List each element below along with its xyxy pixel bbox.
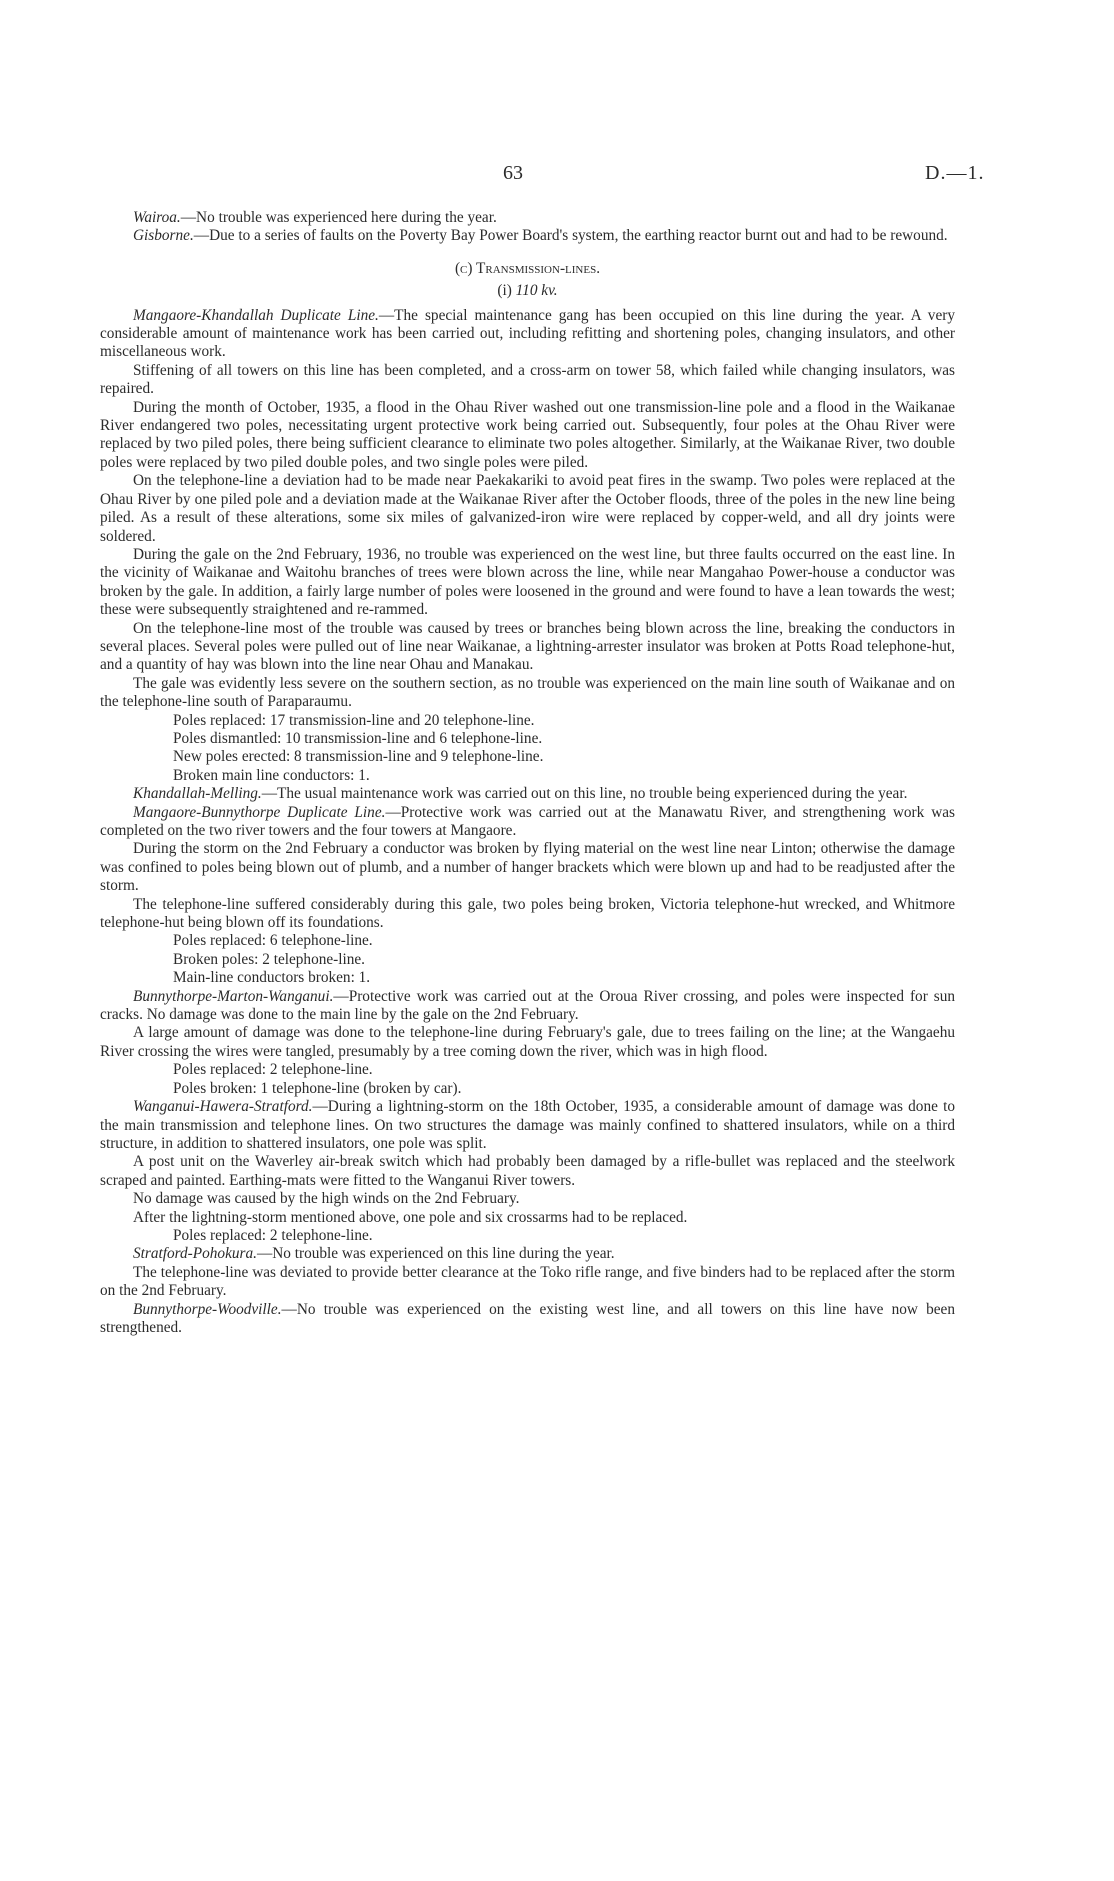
list-item: Poles dismantled: 10 transmission-line and 6 telephone-line. bbox=[173, 729, 543, 747]
line-heading: Stratford-Pohokura. bbox=[133, 1245, 257, 1263]
paragraph: Stiffening of all towers on this line has been completed, and a cross-arm on tower 58, which failed while changing insulators, was repaired. bbox=[100, 361, 955, 398]
subsection-heading bbox=[100, 282, 955, 300]
paragraph bbox=[100, 307, 955, 362]
page-number: 63 bbox=[503, 162, 523, 184]
paragraph bbox=[100, 1301, 955, 1338]
document-code: D.—1. bbox=[925, 162, 985, 184]
page-body bbox=[100, 209, 955, 1337]
paragraph: On the telephone-line most of the trouble was caused by trees or branches being blown across the line, breaking the conductors in several places. Several poles were pulled out of line near Waikanae, a lightning-arrester insulator was broken at Potts Road telephone-hut, and a quantity of hay was blown into the line near Ohau and Manakau. bbox=[100, 619, 955, 674]
paragraph-text: —Due to a series of faults on the Poverty Bay Power Board's system, the earthing reactor burnt out and had to be rewound. bbox=[193, 227, 948, 245]
list-item: Poles replaced: 2 telephone-line. bbox=[173, 1061, 373, 1079]
paragraph-text: —No trouble was experienced here during the year. bbox=[180, 209, 497, 226]
line-heading: Mangaore-Bunnythorpe Duplicate Line. bbox=[133, 803, 386, 821]
paragraph: A large amount of damage was done to the telephone-line during February's gale, due to trees failing on the line; at the Wangaehu River crossing the wires were tangled, presumably by a tree coming down the river, which was in high flood. bbox=[100, 1024, 955, 1060]
paragraph-text: —No trouble was experienced on the existing west line, and all towers on this line have now been strengthened. bbox=[100, 1300, 955, 1336]
paragraph: The telephone-line was deviated to provide better clearance at the Toko rifle range, and five binders had to be replaced after the storm on the 2nd February. bbox=[100, 1263, 955, 1300]
paragraph bbox=[100, 804, 955, 841]
paragraph: After the lightning-storm mentioned above, one pole and six crossarms had to be replaced. bbox=[133, 1208, 688, 1226]
paragraph-gisborne bbox=[100, 227, 955, 245]
paragraph: During the month of October, 1935, a flood in the Ohau River washed out one transmission-line pole and a flood in the Waikanae River endangered two poles, necessitating urgent protective work being carried out. Subsequently, four poles at the Ohau River were replaced by two piled poles, there being sufficient clearance to eliminate two poles altogether. Similarly, at the Waikanae River, two double poles were replaced by two piled double poles, and two single poles were piled. bbox=[100, 398, 955, 471]
paragraph: During the storm on the 2nd February a conductor was broken by flying material on the west line near Linton; otherwise the damage was confined to poles being blown out of plumb, and a number of hanger brackets which were blown up and had to be readjusted after the storm. bbox=[100, 840, 955, 895]
place-heading: Wairoa. bbox=[133, 209, 181, 226]
paragraph: During the gale on the 2nd February, 1936, no trouble was experienced on the west line, but three faults occurred on the east line. In the vicinity of Waikanae and Waitohu branches of trees were blown across the line, while near Mangahao Power-house a conductor was broken by the gale. In addition, a fairly large number of poles were loosened in the ground and were found to have a lean towards the west; these were subsequently straightened and re-rammed. bbox=[100, 545, 955, 619]
line-heading: Khandallah-Melling. bbox=[133, 785, 262, 803]
list-item: Broken poles: 2 telephone-line. bbox=[173, 950, 366, 968]
place-heading: Gisborne. bbox=[133, 227, 194, 245]
paragraph-text: —Protective work was carried out at the Oroua River crossing, and poles were inspected for sun cracks. No damage was done to the main line by the gale on the 2nd February. bbox=[100, 987, 955, 1024]
paragraph-text: —The special maintenance gang has been occupied on this line during the year. A very considerable amount of maintenance work has been carried out, including refitting and shortening poles, changing insulators, and other miscellaneous work. bbox=[100, 306, 955, 361]
paragraph bbox=[100, 988, 955, 1025]
paragraph-text: —During a lightning-storm on the 18th October, 1935, a considerable amount of damage was done to the main transmission and telephone lines. On two structures the damage was mainly confined to shattered insulators, while on a third structure, in addition to shattered insulators, one pole was split. bbox=[100, 1098, 955, 1152]
paragraph-wairoa bbox=[100, 209, 955, 227]
line-heading: Bunnythorpe-Marton-Wanganui. bbox=[133, 987, 334, 1005]
paragraph: The telephone-line suffered considerably during this gale, two poles being broken, Victoria telephone-hut wrecked, and Whitmore telephone-hut being blown off its foundations. bbox=[100, 895, 955, 932]
list-item: Poles replaced: 17 transmission-line and 20 telephone-line. bbox=[173, 711, 535, 729]
subsection-number: (i) bbox=[497, 282, 516, 300]
paragraph-text: —Protective work was carried out at the Manawatu River, and strengthening work was completed on the two river towers and the four towers at Mangaore. bbox=[100, 803, 955, 839]
line-heading: Bunnythorpe-Woodville. bbox=[133, 1300, 282, 1318]
list-item: Poles replaced: 6 telephone-line. bbox=[173, 932, 373, 950]
subsection-voltage: 110 kv. bbox=[515, 282, 558, 300]
paragraph: The gale was evidently less severe on the southern section, as no trouble was experienced on the main line south of Waikanae and on the telephone-line south of Paraparaumu. bbox=[100, 674, 955, 711]
section-heading: (c) Transmission-lines. bbox=[454, 259, 601, 277]
line-heading: Mangaore-Khandallah Duplicate Line. bbox=[133, 306, 379, 324]
paragraph: No damage was caused by the high winds on the 2nd February. bbox=[133, 1190, 520, 1208]
paragraph-text: —No trouble was experienced on this line during the year. bbox=[256, 1245, 615, 1263]
paragraph: A post unit on the Waverley air-break switch which had probably been damaged by a rifle-bullet was replaced and the steelwork scraped and painted. Earthing-mats were fitted to the Wanganui River towers. bbox=[100, 1153, 955, 1189]
list-item: Poles replaced: 2 telephone-line. bbox=[173, 1226, 373, 1244]
paragraph bbox=[100, 1098, 955, 1153]
paragraph: On the telephone-line a deviation had to be made near Paekakariki to avoid peat fires in the swamp. Two poles were replaced at the Ohau River by one piled pole and a deviation made at the Waikanae River after the October floods, three of the poles in the new line being piled. As a result of these alterations, some six miles of galvanized-iron wire were replaced by copper-weld, and all dry joints were soldered. bbox=[100, 472, 955, 545]
list-item: Main-line conductors broken: 1. bbox=[173, 969, 371, 987]
list-item: New poles erected: 8 transmission-line and 9 telephone-line. bbox=[173, 748, 544, 766]
list-item: Broken main line conductors: 1. bbox=[173, 766, 370, 784]
paragraph bbox=[100, 1245, 955, 1263]
paragraph-text: —The usual maintenance work was carried out on this line, no trouble being experienced during the year. bbox=[261, 785, 908, 803]
list-item: Poles broken: 1 telephone-line (broken by car). bbox=[173, 1079, 462, 1097]
paragraph bbox=[100, 785, 955, 803]
line-heading: Wanganui-Hawera-Stratford. bbox=[133, 1098, 313, 1116]
